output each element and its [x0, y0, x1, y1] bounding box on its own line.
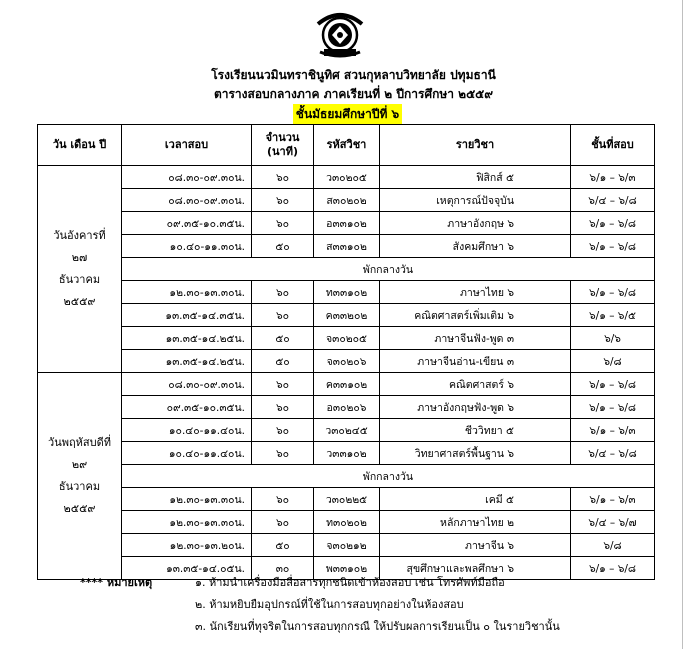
exam-rooms: ๖/๔ – ๖/๘: [571, 189, 655, 212]
lunch-break-label: พักกลางวัน: [122, 465, 655, 488]
exam-time: ๑๒.๓๐-๑๓.๓๐น.: [122, 511, 252, 534]
exam-time: ๑๓.๓๕-๑๔.๒๕น.: [122, 350, 252, 373]
exam-schedule-table: [37, 124, 655, 580]
subject-code: ท๓๓๑๐๒: [314, 281, 380, 304]
exam-time: ๑๒.๓๐-๑๓.๒๐น.: [122, 534, 252, 557]
subject-code: จ๓๐๒๐๖: [314, 350, 380, 373]
subject-code: ว๓๐๒๐๕: [314, 166, 380, 189]
subject-code: ค๓๓๒๐๒: [314, 304, 380, 327]
note-item: ๒. ห้ามหยิบยืมอุปกรณ์ที่ใช้ในการสอบทุกอย่างในห้องสอบ: [195, 598, 464, 611]
exam-rooms: ๖/๔ – ๖/๗: [571, 511, 655, 534]
subject-name: หลักภาษาไทย ๒: [380, 511, 571, 534]
subject-code: ว๓๐๒๒๕: [314, 488, 380, 511]
subject-name: ชีววิทยา ๕: [380, 419, 571, 442]
table-row: [38, 281, 655, 304]
exam-minutes: ๖๐: [252, 373, 314, 396]
lunch-break-row: [38, 465, 655, 488]
exam-minutes: ๖๐: [252, 511, 314, 534]
table-row: [38, 488, 655, 511]
exam-rooms: ๖/๑ – ๖/๘: [571, 373, 655, 396]
subject-name: เหตุการณ์ปัจจุบัน: [380, 189, 571, 212]
table-row: [38, 442, 655, 465]
subject-code: ว๓๓๑๐๒: [314, 442, 380, 465]
exam-minutes: ๖๐: [252, 488, 314, 511]
subject-name: สุขศึกษาและพลศึกษา ๖: [380, 557, 571, 580]
lunch-break-label: พักกลางวัน: [122, 258, 655, 281]
school-seal-logo: [310, 2, 370, 62]
exam-minutes: ๕๐: [252, 534, 314, 557]
grade-level-highlight: ชั้นมัธยมศึกษาปีที่ ๖: [293, 104, 402, 125]
exam-rooms: ๖/๑ – ๖/๘: [571, 396, 655, 419]
lunch-break-row: [38, 258, 655, 281]
exam-rooms: ๖/๘: [571, 534, 655, 557]
exam-minutes: ๖๐: [252, 212, 314, 235]
school-name: โรงเรียนนวมินทราชินูทิศ สวนกุหลาบวิทยาลัย ปทุมธานี: [211, 68, 496, 82]
table-header-row: [38, 125, 655, 166]
exam-minutes: ๖๐: [252, 304, 314, 327]
exam-rooms: ๖/๑ – ๖/๘: [571, 281, 655, 304]
table-row: [38, 304, 655, 327]
exam-time: ๑๓.๓๕-๑๔.๐๕น.: [122, 557, 252, 580]
subject-name: ภาษาจีนฟัง-พูด ๓: [380, 327, 571, 350]
table-row: [38, 212, 655, 235]
exam-time: ๑๐.๔๐-๑๑.๔๐น.: [122, 442, 252, 465]
subject-code: จ๓๐๒๐๕: [314, 327, 380, 350]
table-row: [38, 350, 655, 373]
exam-minutes: ๓๐: [252, 557, 314, 580]
exam-time: ๑๒.๓๐-๑๓.๓๐น.: [122, 281, 252, 304]
subject-name: คณิตศาสตร์เพิ่มเติม ๖: [380, 304, 571, 327]
subject-code: ท๓๐๒๐๒: [314, 511, 380, 534]
subject-name: ฟิสิกส์ ๕: [380, 166, 571, 189]
exam-time: ๑๐.๔๐-๑๑.๓๐น.: [122, 235, 252, 258]
schedule-title: ตารางสอบกลางภาค ภาคเรียนที่ ๒ ปีการศึกษา ๒๕๕๙: [213, 87, 494, 101]
subject-name: วิทยาศาสตร์พื้นฐาน ๖: [380, 442, 571, 465]
header-duration: จำนวน (นาที): [252, 125, 314, 166]
day-cell: วันพฤหัสบดีที่ ๒๙ ธันวาคม ๒๕๕๙: [38, 373, 122, 580]
exam-rooms: ๖/๑ – ๖/๓: [571, 166, 655, 189]
day-cell: วันอังคารที่ ๒๗ ธันวาคม ๒๕๕๙: [38, 166, 122, 373]
exam-minutes: ๖๐: [252, 189, 314, 212]
exam-minutes: ๕๐: [252, 235, 314, 258]
exam-rooms: ๖/๖: [571, 327, 655, 350]
exam-minutes: ๕๐: [252, 327, 314, 350]
exam-rooms: ๖/๑ – ๖/๘: [571, 235, 655, 258]
subject-name: ภาษาจีนอ่าน-เขียน ๓: [380, 350, 571, 373]
exam-minutes: ๖๐: [252, 442, 314, 465]
note-item: ๑. ห้ามนำเครื่องมือสื่อสารทุกชนิดเข้าห้องสอบ เช่น โทรศัพท์มือถือ: [195, 576, 505, 589]
exam-minutes: ๕๐: [252, 350, 314, 373]
subject-code: ส๓๓๑๐๒: [314, 235, 380, 258]
exam-rooms: ๖/๑ – ๖/๓: [571, 488, 655, 511]
subject-name: คณิตศาสตร์ ๖: [380, 373, 571, 396]
table-row: [38, 396, 655, 419]
exam-minutes: ๖๐: [252, 166, 314, 189]
header-code: รหัสวิชา: [314, 125, 380, 166]
subject-code: อ๓๓๑๐๒: [314, 212, 380, 235]
exam-minutes: ๖๐: [252, 281, 314, 304]
subject-name: ภาษาอังกฤษฟัง-พูด ๖: [380, 396, 571, 419]
subject-name: ภาษาไทย ๖: [380, 281, 571, 304]
exam-time: ๑๐.๔๐-๑๑.๔๐น.: [122, 419, 252, 442]
subject-code: ค๓๓๑๐๒: [314, 373, 380, 396]
exam-minutes: ๖๐: [252, 419, 314, 442]
exam-minutes: ๖๐: [252, 396, 314, 419]
subject-name: ภาษาอังกฤษ ๖: [380, 212, 571, 235]
subject-code: พ๓๓๑๐๒: [314, 557, 380, 580]
exam-rooms: ๖/๔ – ๖/๘: [571, 442, 655, 465]
table-row: [38, 327, 655, 350]
note-item: ๓. นักเรียนที่ทุจริตในการสอบทุกกรณี ให้ปรับผลการเรียนเป็น ๐ ในรายวิชานั้น: [195, 620, 560, 633]
subject-code: จ๓๐๒๑๒: [314, 534, 380, 557]
exam-time: ๑๓.๓๕-๑๔.๓๕น.: [122, 304, 252, 327]
header-rooms: ชั้นที่สอบ: [571, 125, 655, 166]
table-row: [38, 511, 655, 534]
exam-rooms: ๖/๑ – ๖/๕: [571, 304, 655, 327]
exam-time: ๐๘.๓๐-๐๙.๓๐น.: [122, 373, 252, 396]
exam-rooms: ๖/๑ – ๖/๘: [571, 212, 655, 235]
exam-time: ๐๙.๓๕-๑๐.๓๕น.: [122, 212, 252, 235]
table-row: [38, 189, 655, 212]
header-subject: รายวิชา: [380, 125, 571, 166]
exam-rooms: ๖/๑ – ๖/๘: [571, 557, 655, 580]
exam-time: ๑๒.๓๐-๑๓.๓๐น.: [122, 488, 252, 511]
table-row: [38, 166, 655, 189]
subject-name: เคมี ๕: [380, 488, 571, 511]
table-row: [38, 419, 655, 442]
table-row: [38, 235, 655, 258]
notes-label: **** หมายเหตุ: [80, 576, 153, 589]
exam-time: ๐๙.๓๕-๑๐.๓๕น.: [122, 396, 252, 419]
exam-time: ๑๓.๓๕-๑๔.๒๕น.: [122, 327, 252, 350]
subject-code: ส๓๐๒๐๒: [314, 189, 380, 212]
subject-name: ภาษาจีน ๖: [380, 534, 571, 557]
header-date: วัน เดือน ปี: [38, 125, 122, 166]
subject-name: สังคมศึกษา ๖: [380, 235, 571, 258]
subject-code: ว๓๐๒๔๕: [314, 419, 380, 442]
exam-rooms: ๖/๘: [571, 350, 655, 373]
table-row: [38, 373, 655, 396]
table-row: [38, 534, 655, 557]
exam-rooms: ๖/๑ – ๖/๓: [571, 419, 655, 442]
subject-code: อ๓๐๒๐๖: [314, 396, 380, 419]
exam-time: ๐๘.๓๐-๐๙.๓๐น.: [122, 166, 252, 189]
exam-time: ๐๘.๓๐-๐๙.๓๐น.: [122, 189, 252, 212]
header-time: เวลาสอบ: [122, 125, 252, 166]
